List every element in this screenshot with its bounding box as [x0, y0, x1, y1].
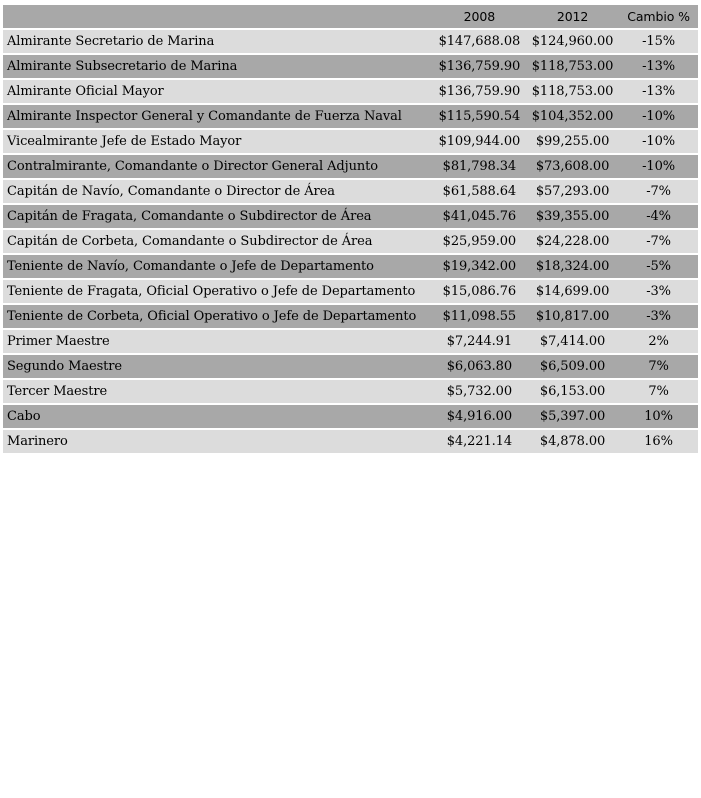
- table-row: [3, 79, 698, 104]
- salary-2012-cell: $73,608.00: [526, 154, 619, 179]
- header-row: [3, 5, 698, 29]
- salary-2012-cell: $4,878.00: [526, 429, 619, 454]
- change-cell: -13%: [619, 54, 698, 79]
- table-row: [3, 354, 698, 379]
- salary-2012-cell: $39,355.00: [526, 204, 619, 229]
- rank-cell: Teniente de Navío, Comandante o Jefe de Departamento: [3, 254, 433, 279]
- salary-2012-cell: $6,509.00: [526, 354, 619, 379]
- salary-2008-cell: $115,590.54: [433, 104, 526, 129]
- salary-2008-cell: $25,959.00: [433, 229, 526, 254]
- change-cell: -10%: [619, 104, 698, 129]
- rank-cell: Cabo: [3, 404, 433, 429]
- salary-2008-cell: $7,244.91: [433, 329, 526, 354]
- salary-2012-cell: $57,293.00: [526, 179, 619, 204]
- table-row: [3, 129, 698, 154]
- rank-cell: Almirante Secretario de Marina: [3, 29, 433, 54]
- salary-2012-cell: $118,753.00: [526, 79, 619, 104]
- salary-2012-cell: $14,699.00: [526, 279, 619, 304]
- salary-2008-cell: $4,221.14: [433, 429, 526, 454]
- change-cell: -10%: [619, 129, 698, 154]
- salary-2008-cell: $19,342.00: [433, 254, 526, 279]
- table-row: [3, 104, 698, 129]
- table-row: [3, 404, 698, 429]
- rank-cell: Segundo Maestre: [3, 354, 433, 379]
- header-2008: 2008: [433, 5, 526, 29]
- table-row: [3, 429, 698, 454]
- change-cell: -7%: [619, 179, 698, 204]
- change-cell: -7%: [619, 229, 698, 254]
- rank-cell: Tercer Maestre: [3, 379, 433, 404]
- change-cell: 7%: [619, 354, 698, 379]
- header-change: Cambio %: [619, 5, 698, 29]
- salary-2008-cell: $109,944.00: [433, 129, 526, 154]
- salary-2012-cell: $5,397.00: [526, 404, 619, 429]
- table-row: [3, 29, 698, 54]
- salary-2008-cell: $136,759.90: [433, 54, 526, 79]
- change-cell: 10%: [619, 404, 698, 429]
- rank-cell: Teniente de Fragata, Oficial Operativo o Jefe de Departamento: [3, 279, 433, 304]
- salary-2008-cell: $4,916.00: [433, 404, 526, 429]
- rank-cell: Almirante Subsecretario de Marina: [3, 54, 433, 79]
- salary-2008-cell: $15,086.76: [433, 279, 526, 304]
- salary-2012-cell: $18,324.00: [526, 254, 619, 279]
- salary-2012-cell: $99,255.00: [526, 129, 619, 154]
- salary-2012-cell: $7,414.00: [526, 329, 619, 354]
- salary-2008-cell: $61,588.64: [433, 179, 526, 204]
- change-cell: -5%: [619, 254, 698, 279]
- rank-cell: Capitán de Corbeta, Comandante o Subdirector de Área: [3, 229, 433, 254]
- rank-cell: Teniente de Corbeta, Oficial Operativo o Jefe de Departamento: [3, 304, 433, 329]
- change-cell: 2%: [619, 329, 698, 354]
- salary-2012-cell: $118,753.00: [526, 54, 619, 79]
- table-row: [3, 54, 698, 79]
- rank-cell: Almirante Oficial Mayor: [3, 79, 433, 104]
- salary-2008-cell: $41,045.76: [433, 204, 526, 229]
- header-rank: [3, 5, 433, 29]
- salary-table: [3, 5, 698, 455]
- change-cell: -15%: [619, 29, 698, 54]
- table-header: [3, 5, 698, 29]
- salary-2008-cell: $81,798.34: [433, 154, 526, 179]
- table-row: [3, 304, 698, 329]
- table-row: [3, 154, 698, 179]
- salary-2008-cell: $5,732.00: [433, 379, 526, 404]
- salary-2008-cell: $11,098.55: [433, 304, 526, 329]
- salary-2012-cell: $104,352.00: [526, 104, 619, 129]
- rank-cell: Vicealmirante Jefe de Estado Mayor: [3, 129, 433, 154]
- salary-2008-cell: $136,759.90: [433, 79, 526, 104]
- salary-2012-cell: $6,153.00: [526, 379, 619, 404]
- rank-cell: Contralmirante, Comandante o Director General Adjunto: [3, 154, 433, 179]
- rank-cell: Capitán de Navío, Comandante o Director de Área: [3, 179, 433, 204]
- salary-2012-cell: $24,228.00: [526, 229, 619, 254]
- table-body: [3, 29, 698, 454]
- change-cell: -3%: [619, 304, 698, 329]
- rank-cell: Capitán de Fragata, Comandante o Subdirector de Área: [3, 204, 433, 229]
- change-cell: -10%: [619, 154, 698, 179]
- table-row: [3, 254, 698, 279]
- rank-cell: Almirante Inspector General y Comandante de Fuerza Naval: [3, 104, 433, 129]
- salary-2012-cell: $124,960.00: [526, 29, 619, 54]
- table-row: [3, 329, 698, 354]
- salary-2008-cell: $6,063.80: [433, 354, 526, 379]
- change-cell: 7%: [619, 379, 698, 404]
- change-cell: -13%: [619, 79, 698, 104]
- table-row: [3, 179, 698, 204]
- rank-cell: Primer Maestre: [3, 329, 433, 354]
- salary-2008-cell: $147,688.08: [433, 29, 526, 54]
- change-cell: -4%: [619, 204, 698, 229]
- table-row: [3, 379, 698, 404]
- rank-cell: Marinero: [3, 429, 433, 454]
- table-row: [3, 279, 698, 304]
- table-row: [3, 204, 698, 229]
- change-cell: 16%: [619, 429, 698, 454]
- salary-2012-cell: $10,817.00: [526, 304, 619, 329]
- change-cell: -3%: [619, 279, 698, 304]
- table-row: [3, 229, 698, 254]
- header-2012: 2012: [526, 5, 619, 29]
